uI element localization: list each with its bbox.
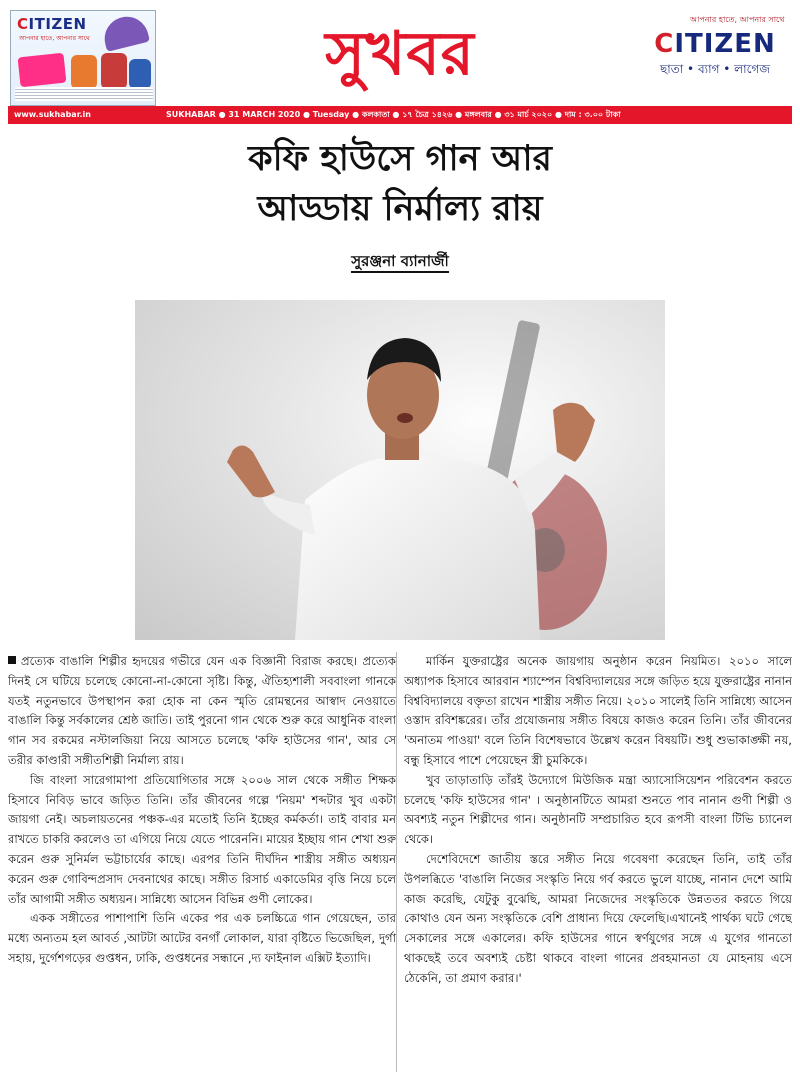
column-divider (396, 652, 397, 1072)
article-paragraph: প্রত্যেক বাঙালি শিল্পীর হৃদয়ের গভীরে যেন এক বিজ্ঞানী বিরাজ করছে। প্রত্যেক দিনই সে ঘটিয়ে চলেছে কোনো-না-কোনো সৃষ্টি। কিন্তু, ঐতিহ্যশালী সববাংলা গানকে যতই নতুনভাবে উপস্থাপন করা হোক না কেন স্মৃতি রোমন্থনের আস্বাদ নেওয়াতে বাঙালি কিন্তু সর্বকালের শ্রেষ্ঠ জাতি। তাই পুরনো গান থেকে শুরু করে আধুনিক বাংলা গান সব রকমের নস্টালজিয়া নিয়ে আসতে চলেছে 'কফি হাউসের গান', আর সে তরীর কাণ্ডারী সঙ্গীতশিল্পী নির্মাল্য রায়। (8, 654, 396, 767)
dateline-bar (8, 106, 792, 124)
left-ad-brand: CITIZEN (17, 15, 87, 33)
bullet-square-icon (8, 656, 16, 664)
photo-illustration (135, 300, 665, 640)
dateline: SUKHABAR ● 31 MARCH 2020 ● Tuesday ● কলকাতা ● ১৭ চৈত্র ১৪২৬ ● মঙ্গলবার ● ৩১ মার্চ ২০২০ ● দাম : ৩.০০ টাকা (166, 110, 621, 119)
headline-line: আড্ডায় নির্মাল্য রায় (257, 189, 543, 229)
article-paragraph: মার্কিন যুক্তরাষ্ট্রের অনেক জায়গায় অনুষ্ঠান করেন নিয়মিত। ২০১০ সালে অধ্যাপক হিসাবে আরবান শ্যাম্পেন বিশ্ববিদ্যালয়ের সঙ্গে জড়িত হয়ে যুক্তরাষ্ট্রের নানান বিশ্ববিদ্যালয়ে বক্তৃতা রাখেন শাস্ত্রীয় সঙ্গীত নিয়ে। ২০১০ সালেই তিনি সান্নিধ্যে আসেন ওস্তাদ রবিশঙ্করের। তাঁর প্রযোজনায় সঙ্গীত বিষয়ে কাজও করেন তিনি। তাঁর জীবনের 'অনাতম পাওয়া' বলে তিনি বিশেষভাবে উল্লেখ করেন বিষয়টি। শুধু শুভাকাঙ্ক্ষী নয়, বন্ধু হিসাবে পাশে পেয়েছেন স্ত্রী চুমকিকে। (404, 654, 792, 767)
byline (0, 250, 800, 275)
right-ad-brand: CITIZEN (654, 29, 776, 59)
masthead (0, 0, 800, 130)
right-advertisement[interactable] (640, 14, 790, 102)
article-column-left (8, 652, 396, 1077)
website-link[interactable]: www.sukhabar.in (14, 110, 91, 119)
article-paragraph: দেশেবিদেশে জাতীয় স্তরে সঙ্গীত নিয়ে গবেষণা করেছেন তিনি, তাই তাঁর উপলব্ধিতে 'বাঙালি নিজের সংস্কৃতি নিয়ে গর্ব করতে ভুলে যাচ্ছে, নানান দেশে আমি কাজ করেছি, যেটুকু বুঝেছি, আমরা নিজেদের সংস্কৃতিকে উন্নততর করতে গিয়ে কোথাও যেন অন্য সংস্কৃতিকে বেশি প্রাধান্য দিয়ে ফেলেছি।এখানেই পার্থক্য ঘটে গেছে সেকালের সঙ্গে একালের। কফি হাউসের গানে স্বর্ণযুগের সঙ্গে এ যুগের গানতো থাকছেই তবে অবশ্যই চেষ্টা থাকবে বাংলা গানের প্রবহমানতা যে মোহনায় এসে ঠেকেনি, তা প্রমাণ করার।' (404, 851, 792, 985)
right-hand (553, 403, 595, 462)
headline (0, 134, 800, 234)
article-column-right (404, 652, 792, 1077)
headline-line: কফি হাউসে গান আর (248, 139, 552, 179)
article-paragraph: খুব তাড়াতাড়ি তাঁরই উদ্যোগে মিউজিক মন্ত্রা অ্যাসোসিয়েশন পরিবেশন করতে চলেছে 'কফি হাউসের গান' । অনুষ্ঠানটিতে আমরা শুনতে পাব নানান গুণী শিল্পী ও অবশ্যই নতুন শিল্পীদের গান। অনুষ্ঠানটি সম্প্রচারিত হবে রূপসী বাংলা টিভি চ্যানেল থেকে। (404, 772, 792, 847)
article-paragraph: একক সঙ্গীতের পাশাপাশি তিনি একের পর এক চলচ্চিত্রে গান গেয়েছেন, তার মধ্যে অন্যতম হল আবর্ত ,আটটা আটের বনগাঁ লোকাল, যারা বৃষ্টিতে ভিজেছিল, দুর্গা সহায়, দুর্গেশগড়ের গুপ্তধন, ঢাকি, গুপ্তধনের সন্ধানে ,দ্য ফাইনাল এক্সিট ইত্যাদি। (8, 911, 396, 965)
left-ad-tagline: আপনার হাতে, আপনার সাথে (19, 35, 90, 42)
singer-photo (135, 300, 665, 640)
right-ad-slogan: আপনার হাতে, আপনার সাথে (690, 15, 785, 24)
newspaper-logo: সুখবর (325, 19, 475, 89)
right-ad-products: ছাতা • ব্যাগ • লাগেজ (660, 62, 770, 76)
author-name: সুরঞ্জনা ব্যানার্জী (351, 252, 449, 273)
article-paragraph: জি বাংলা সারেগামাপা প্রতিযোগিতার সঙ্গে ২০০৬ সাল থেকে সঙ্গীত শিক্ষক হিসাবে নিবিড় ভাবে জড়িত তিনি। তাঁর জীবনের গল্পে 'নিয়ম' শব্দটার খুব একটা জায়গা নেই। অচলায়তনের পঞ্চক-এর মতোই তিনি ইচ্ছের কর্মকর্তা। তাই বাবার মন রাখতে চাকরি করলেও তা এগিয়ে নিয়ে যেতে পারেননি। মায়ের ইচ্ছায় গান শেখা শুরু করেন গুরু সুনির্মল ভট্টাচার্যের কাছে। এরপর তিনি দীর্ঘদিন শাস্ত্রীয় সঙ্গীত অধ্যয়ন করেন গুরু গোবিন্দপ্রসাদ দেবনাথের কাছে। সঙ্গীত রিসার্চ একাডেমির বৃত্তি নিয়ে চলে তাঁর আগামী সঙ্গীত অধ্যয়ন। সান্নিধ্যে আসেন বিভিন্ন গুণী লোকের। (8, 772, 396, 906)
left-hand (227, 445, 275, 497)
white-shirt (295, 456, 540, 640)
